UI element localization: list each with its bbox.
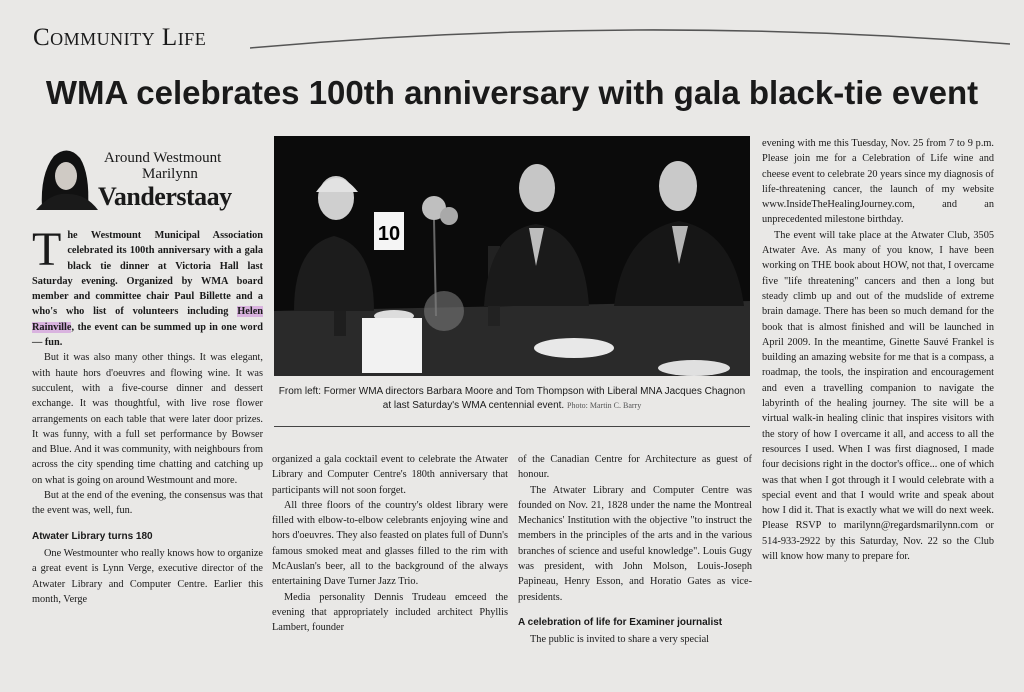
- article-column-2: [272, 452, 508, 636]
- event-photo: [274, 136, 750, 376]
- article-column-4: [762, 136, 994, 564]
- paragraph: All three floors of the country's oldest library were filled with elbow-to-elbow celebrants enjoying wine and hors d'oeuvres. They also feasted on plates full of Dunn's famous smoked meat and glasses filled to the rim with McAuslan's beer, all to the background of the always entertaining Dave Turner Jazz Trio.: [272, 499, 508, 588]
- caption-text: From left: Former WMA directors Barbara Moore and Tom Thompson with Liberal MNA Jacques Chagnon at last Saturday's WMA centennial event.: [278, 386, 746, 411]
- column-name: Around Westmount: [104, 150, 222, 166]
- headline: WMA celebrates 100th anniversary with gala black-tie event: [45, 74, 979, 111]
- highlighted-name: Helen Rainville: [32, 306, 263, 333]
- author-portrait: [32, 144, 98, 210]
- paragraph: One Westmounter who really knows how to organize a great event is Lynn Verge, executive director of the Atwater Library and Computer Centre. Earlier this month, Verge: [32, 547, 263, 605]
- article-column-3: [518, 452, 752, 648]
- paragraph: But at the end of the evening, the consensus was that the event was, well, fun.: [32, 490, 263, 517]
- author-first-name: Marilynn: [142, 166, 198, 182]
- event-photo-image: [274, 136, 750, 376]
- paragraph: The public is invited to share a very special: [530, 634, 709, 646]
- photo-caption: [274, 385, 750, 413]
- decorative-swoosh: [250, 20, 1010, 60]
- paragraph: organized a gala cocktail event to celebrate the Atwater Library and Computer Centre's 180th anniversary that participants will not soon forget.: [272, 454, 508, 496]
- paragraph: The event will take place at the Atwater Club, 3505 Atwater Ave. As many of you know, I have been working on THE book about HOW, not that, I overcame five "life threatening" cancers and then a long but steady climb up and out of the mudslide of extreme brain damage. There has been so much demand for the book that is almost finished and will be launched in April 2009. In the meantime, Ginette Sauvé Frankel is building an amazing website for me that is a compass, a roadmap, the tools, the inspiration and encouragement and even a travelling companion to navigate the labyrinth of the healing journey. The site will be a virtual walk-in healing clinic that inspires visitors with the story of how I overcame it all, and access to all the resources I used. When I was first diagnosed, I made four decisions right in the doctor's office... one of which was that when I got through it I would celebrate with a special event and that I would write and speak about how I did it. That is exactly what we will do next week. Please RSVP to marilynn@regardsmarilynn.com or 514-933-2922 by this Saturday, Nov. 22 so the Club will know how many to prepare for.: [762, 229, 994, 563]
- byline: [30, 144, 264, 216]
- article-column-1: [32, 223, 263, 607]
- table-number: 10: [377, 223, 401, 245]
- author-last-name: Vanderstaay: [98, 182, 232, 211]
- subhead: Atwater Library turns 180: [32, 530, 153, 542]
- paragraph: But it was also many other things. It was elegant, with haute hors d'oeuvres and flowing wine. It was succulent, with a five-course dinner and dessert exchange. It was thoughtful, with live rose flower arrangements on each table that were later door prizes. It was funny, with a full set performance by Bowser and Blue. And it was community, with neighbours from across the city spending time chatting and catching up on what is going on around Westmount and more.: [32, 352, 263, 486]
- paragraph: of the Canadian Centre for Architecture as guest of honour.: [518, 454, 752, 481]
- paragraph: The Atwater Library and Computer Centre was founded on Nov. 21, 1828 under the name the Montreal Mechanics' Institution with the objective "to instruct the members in the principles of the arts and in the various branches of science and useful knowledge". Louis Gugy was president, with John Molson, Louis-Joseph Papineau, Henry Esson, and Horatio Gates as vice-presidents.: [518, 484, 752, 603]
- paragraph: evening with me this Tuesday, Nov. 25 from 7 to 9 p.m. Please join me for a Celebration of Life wine and cheese event to celebrate 20 years since my diagnosis of life-threatening cancer, the launch of my website www.InsideTheHealingJourney.com, and an unprecedented milestone birthday.: [762, 138, 994, 226]
- divider: [274, 426, 750, 427]
- drop-cap: T: [32, 223, 62, 276]
- paragraph: Media personality Dennis Trudeau emceed the evening that appropriately included architect Phyllis Lambert, founder: [272, 591, 508, 634]
- section-title: Community Life: [33, 24, 207, 51]
- subhead: A celebration of life for Examiner journalist: [518, 616, 723, 628]
- lead-paragraph: The Westmount Municipal Association celebrated its 100th anniversary with a gala black tie dinner at Victoria Hall last Saturday evening. Organized by WMA board member and committee chair Paul Billette and a who's who list of volunteers including Helen Rainville, the event can be summed up in one word — fun.: [32, 223, 263, 349]
- photo-credit: Photo: Martin C. Barry: [567, 401, 642, 410]
